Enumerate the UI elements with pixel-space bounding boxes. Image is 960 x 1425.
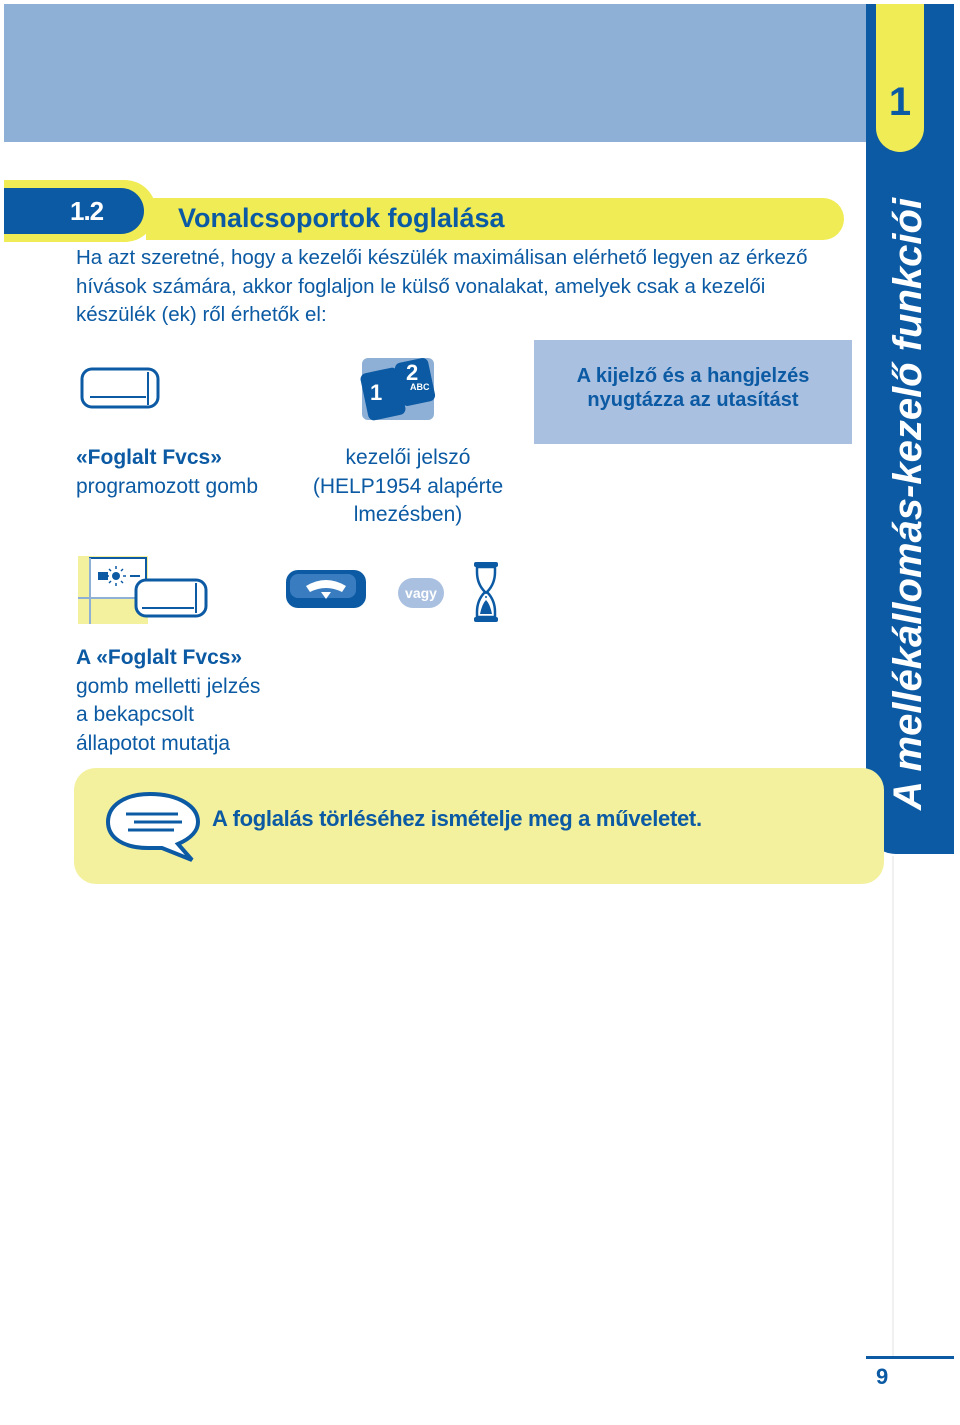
step4-label-line: állapotot mutatja [76,731,231,755]
chapter-title: A mellékállomás-kezelő funkciói [886,197,930,810]
hourglass-icon [472,560,500,624]
confirmation-line: A kijelző és a hangjelzés [576,365,810,387]
keypad-key-1: 1 [370,380,383,405]
page-number-rule [866,1356,954,1359]
step1-key-desc: programozott gomb [76,474,259,498]
step1-key-name: «Foglalt Fvcs» [76,446,222,469]
page-number: 9 [876,1364,889,1389]
keypad-icon [360,356,436,422]
step4-label-line: gomb melletti jelzés [76,674,261,698]
hang-up-key-icon [284,568,368,610]
step2-label-line: lmezésben) [353,503,463,526]
step4-label [76,644,336,758]
step2-label-line: (HELP1954 alapérte [312,474,504,498]
keypad-key-2-letters: ABC [410,382,430,392]
confirmation-line: nyugtázza az utasítást [587,389,799,411]
step4-label-line: a bekapcsolt [76,703,194,726]
chapter-number-tab [876,4,924,152]
step4-label-line: A «Foglalt Fvcs» [76,646,243,669]
speech-bubble-icon [104,790,204,864]
intro-paragraph [76,244,876,330]
intro-line: Ha azt szeretné, hogy a kezelői készülék maximálisan elérhető legyen az érkező [76,246,808,269]
section-number: 1.2 [70,196,104,226]
intro-line: hívások számára, akkor foglaljon le külső vonalakat, amelyek csak a kezelői [76,274,766,298]
intro-line: készülék (ek) ről érhetők el: [76,303,327,326]
margin-line [892,856,894,1356]
keypad-key-2: 2 [406,360,419,385]
step2-label-line: kezelői jelszó [345,446,471,469]
header-band [4,4,876,142]
confirmation-text [534,364,852,412]
chapter-number: 1 [888,80,912,124]
step1-label [76,444,316,501]
or-badge: vagy [398,578,444,608]
key-led-indicator-icon [78,552,210,626]
section-title: Vonalcsoportok foglalása [178,203,505,233]
step2-label [298,444,518,530]
programmable-key-icon [80,366,164,412]
note-text: A foglalás törléséhez ismételje meg a műveletet. [212,806,702,831]
